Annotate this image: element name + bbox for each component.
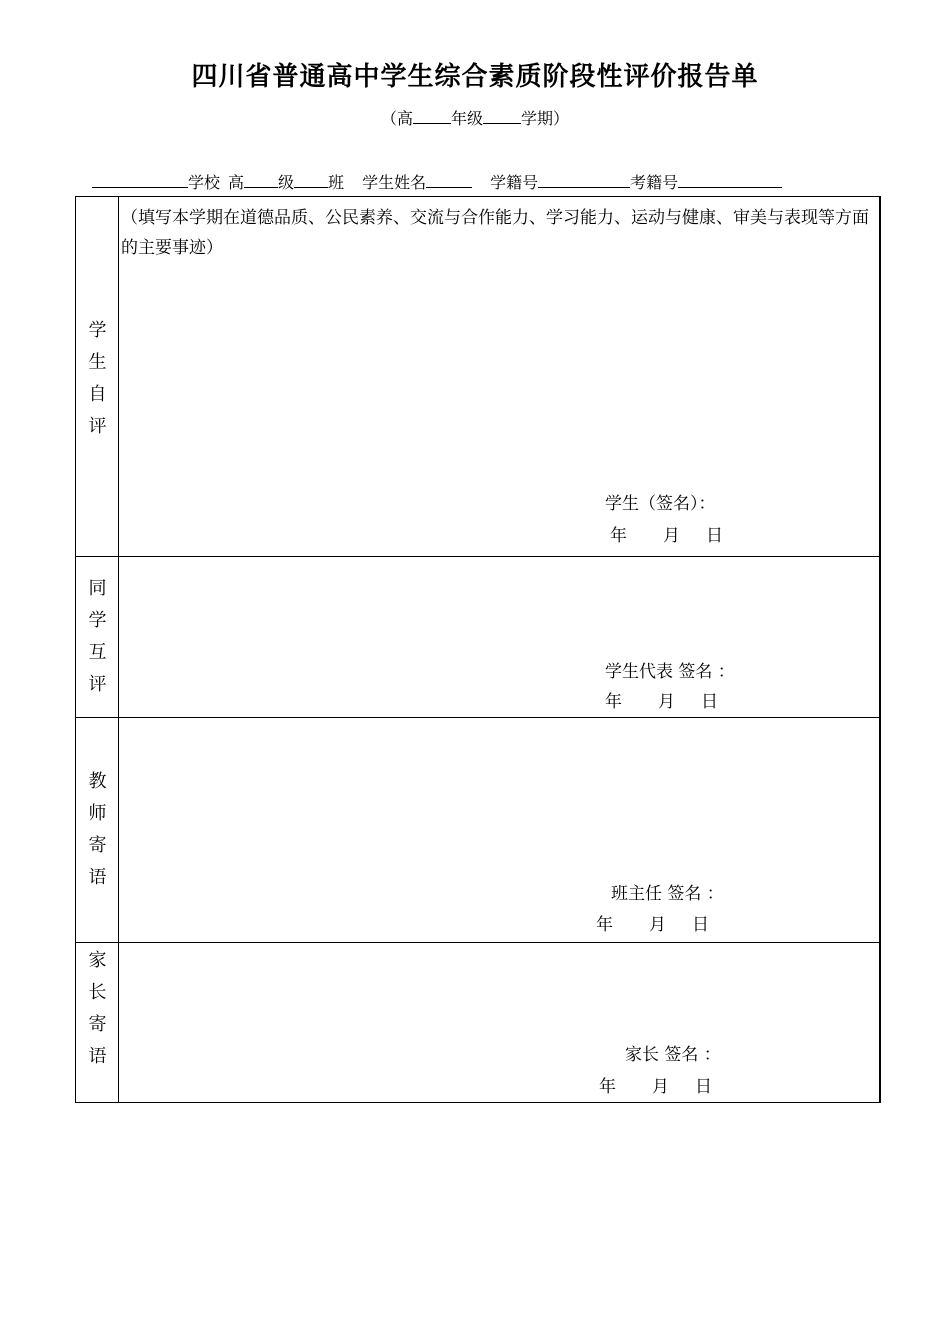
peer-evaluation-content[interactable] — [119, 557, 879, 717]
class-blank[interactable] — [294, 171, 328, 188]
section-parent-comments — [76, 943, 879, 1103]
class-label: 班 — [328, 173, 345, 192]
grade-suffix-label: 级 — [278, 173, 295, 192]
grade-year-blank[interactable] — [413, 109, 451, 124]
section-self-evaluation — [76, 197, 879, 557]
instruction-text: （填写本学期在道德品质、公民素养、交流与合作能力、学习能力、运动与健康、审美与表现等方面的主要事迹） — [121, 208, 869, 258]
section-label-cell — [76, 718, 119, 942]
head-teacher-signature-label: 班主任 签名 ： — [611, 884, 724, 904]
subtitle-grade-suffix: 年级 — [450, 109, 483, 128]
subtitle-open: （高 — [380, 109, 413, 128]
section-label: 家 长 寄 语 — [88, 950, 107, 1067]
student-name-label: 学生姓名 — [362, 173, 427, 192]
page-title: 四川省普通高中学生综合素质阶段性评价报告单 — [191, 62, 759, 92]
grade-prefix-label: 高 — [228, 173, 245, 192]
reg-no-label: 学籍号 — [490, 173, 539, 192]
section-peer-evaluation — [76, 557, 879, 718]
student-name-blank[interactable] — [426, 171, 472, 188]
section-label-cell — [76, 197, 119, 556]
school-label: 学校 — [188, 173, 221, 192]
reg-no-blank[interactable] — [538, 171, 630, 188]
section-label: 学 生 自 评 — [88, 320, 107, 437]
parent-signature-label: 家长 签名 ： — [625, 1045, 721, 1065]
section-label: 教 师 寄 语 — [88, 771, 107, 888]
student-signature-label: 学生（签名）： — [605, 494, 716, 514]
student-info-line — [92, 170, 852, 193]
section-label-cell — [76, 943, 119, 1103]
subtitle — [0, 106, 950, 129]
teacher-comments-content[interactable] — [119, 718, 879, 942]
evaluation-table — [75, 196, 881, 1103]
exam-no-label: 考籍号 — [630, 173, 679, 192]
section-label-cell — [76, 557, 119, 717]
date-line: 年 月 日 — [605, 692, 718, 712]
term-blank[interactable] — [483, 109, 521, 124]
date-line: 年 月 日 — [599, 1077, 712, 1097]
parent-comments-content[interactable] — [119, 943, 879, 1103]
section-teacher-comments — [76, 718, 879, 943]
section-label: 同 学 互 评 — [88, 578, 107, 695]
self-evaluation-content[interactable] — [119, 197, 879, 556]
subtitle-term-suffix: 学期） — [521, 109, 570, 128]
date-line: 年 月 日 — [610, 526, 723, 546]
representative-signature-label: 学生代表 签名 ： — [605, 662, 735, 682]
school-blank[interactable] — [92, 171, 188, 188]
exam-no-blank[interactable] — [678, 171, 782, 188]
grade-blank[interactable] — [244, 171, 278, 188]
date-line: 年 月 日 — [596, 915, 709, 935]
